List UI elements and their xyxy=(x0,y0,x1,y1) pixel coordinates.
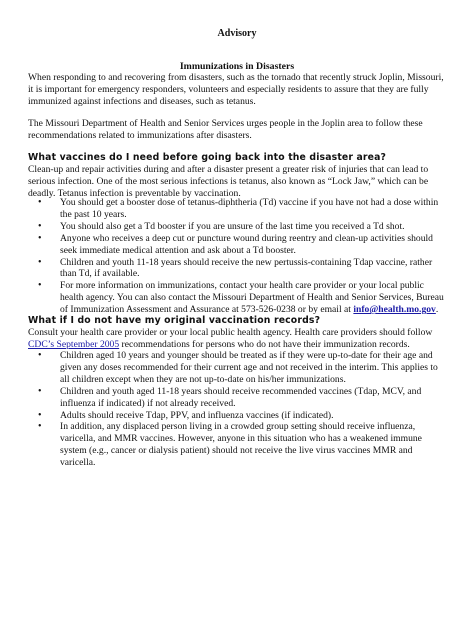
section-vaccines-list xyxy=(28,197,448,316)
list-item-end: . xyxy=(435,304,439,316)
list-item-text: For more information on immunizations, contact your health care provider or your local public health agency. You can also contact the Missouri Department of Health and Senior Services, Bureau of Immunization Assessment and Assurance at 573-526-0238 or by email at xyxy=(60,280,444,316)
list-item: • Children aged 10 years and younger should be treated as if they were up-to-date for their age and given any doses recommended for their current age and not received in the interim. This applies to all children except when they are not up-to-date on his/her immunizations. xyxy=(28,350,448,386)
section-records-paragraph xyxy=(28,327,448,351)
document-title: Advisory xyxy=(217,28,257,39)
list-item: • Children and youth aged 11-18 years should receive recommended vaccines (Tdap, MCV, and influenza if indicated) if not already received. xyxy=(28,386,448,410)
intro-paragraph: When responding to and recovering from disasters, such as the tornado that recently struck Joplin, Missouri, it is important for emergency responders, volunteers and especially residents to assure that they are fully immunized against infections and diseases, such as tetanus. xyxy=(28,72,444,107)
section-vaccines-paragraph: Clean-up and repair activities during and after a disaster present a greater risk of injuries that can lead to serious infection. One of the most serious infections is tetanus, also known as “Lock Jaw,” which can be deadly. Tetanus infection is preventable by vaccination. xyxy=(28,164,429,199)
list-item: • Adults should receive Tdap, PPV, and influenza vaccines (if indicated). xyxy=(28,410,448,422)
cdc-link[interactable]: CDC’s September 2005 xyxy=(28,338,120,350)
list-item: • You should get a booster dose of tetanus-diphtheria (Td) vaccine if you have not had a dose within the past 10 years. xyxy=(28,197,448,221)
section-heading-records: What if I do not have my original vaccination records? xyxy=(28,315,321,326)
paragraph-text: Consult your health care provider or your local public health agency. Health care providers should follow xyxy=(28,327,433,338)
list-item: • In addition, any displaced person living in a crowded group setting should receive influenza, varicella, and MMR vaccines. However, anyone in this situation who has a weakened immune system (e.g., cancer or dialysis patient) should not receive the live virus vaccines MMR and varicella. xyxy=(28,421,448,469)
section-records-list xyxy=(28,350,448,469)
list-item xyxy=(28,280,448,316)
document-subtitle: Immunizations in Disasters xyxy=(179,61,295,72)
list-item: • Anyone who receives a deep cut or puncture wound during reentry and clean-up activities should seek immediate medical attention and ask about a Td booster. xyxy=(28,233,448,257)
paragraph-text-end: recommendations for persons who do not have their immunization records. xyxy=(119,338,410,350)
list-item: • You should also get a Td booster if you are unsure of the last time you received a Td shot. xyxy=(28,221,448,233)
email-link[interactable]: info@health.mo.gov xyxy=(353,304,436,316)
intro-paragraph-2: The Missouri Department of Health and Senior Services urges people in the Joplin area to follow these recommendations related to immunizations after disasters. xyxy=(28,118,423,141)
list-item: • Children and youth 11-18 years should receive the new pertussis-containing Tdap vaccine, rather than Td, if available. xyxy=(28,257,448,281)
section-heading-vaccines: What vaccines do I need before going back into the disaster area? xyxy=(28,152,387,163)
